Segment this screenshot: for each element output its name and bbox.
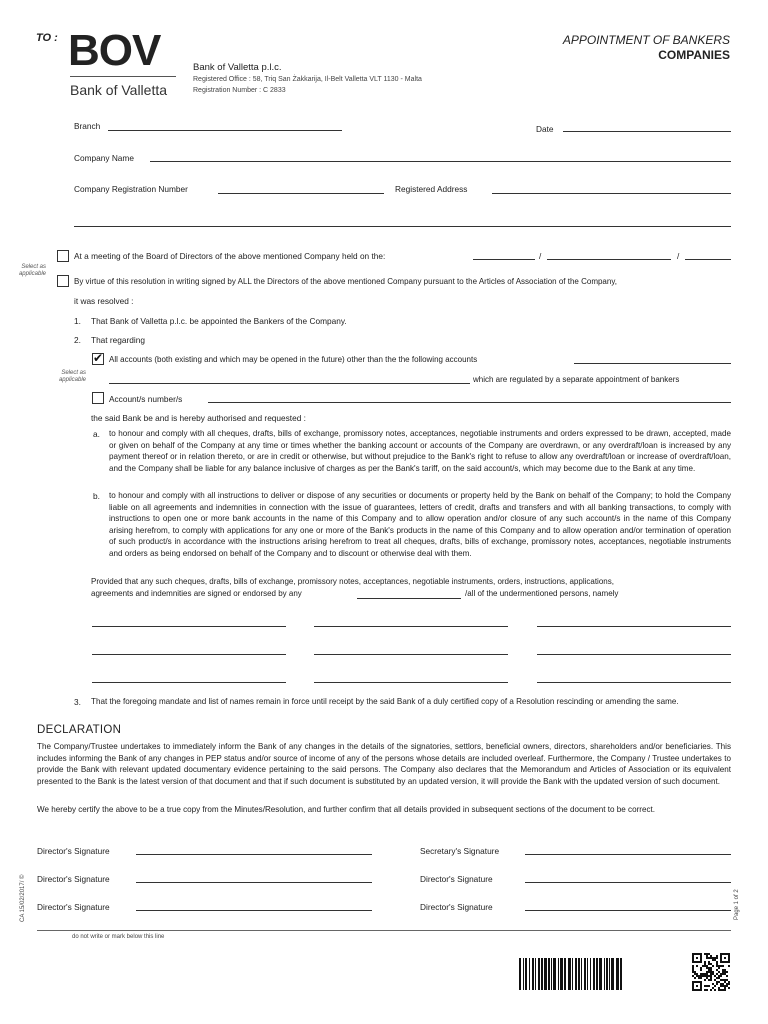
director-signature-label-1: Director's Signature: [37, 846, 110, 856]
all-accounts-text: All accounts (both existing and which may be opened in the future) other than the the following accounts: [109, 355, 478, 364]
meeting-day-field[interactable]: [473, 259, 535, 260]
declaration-paragraph-2: We hereby certify the above to be a true copy from the Minutes/Resolution, and further confirm that all details provided in subsequent sections of the document to be correct.: [37, 805, 656, 814]
select-applicable-note-2: Select as applicable: [58, 370, 86, 383]
company-name-field[interactable]: [150, 161, 731, 162]
registered-address-field-2[interactable]: [74, 226, 731, 227]
item-1-number: 1.: [74, 316, 81, 326]
regulated-text: which are regulated by a separate appointment of bankers: [473, 375, 680, 384]
select-applicable-note: Select as applicable: [18, 264, 46, 277]
company-reg-number-label: Company Registration Number: [74, 184, 188, 194]
signatory-name-field-3[interactable]: [537, 626, 731, 627]
form-code: CA 15/02/2017/ ©: [20, 874, 26, 922]
meeting-month-field[interactable]: [547, 259, 671, 260]
account-numbers-label: Account/s number/s: [109, 394, 183, 404]
director-signature-label-2: Director's Signature: [37, 874, 110, 884]
date-field[interactable]: [563, 131, 731, 132]
signatory-count-field[interactable]: [357, 598, 461, 599]
date-slash-1: /: [539, 251, 542, 261]
logo-divider: [70, 76, 176, 77]
page-number: Page 1 of 2: [734, 889, 740, 920]
clause-a-text: to honour and comply with all cheques, drafts, bills of exchange, promissory notes, acceptances, negotiable instruments and orders expressed to be drawn, accepted, made or given on behalf of the Company at any time or times whether the banking account or accounts of the Company are overdrawn, or any overdraft/loan is increased by any payment thereof or in relation thereto, or are in credit or otherwise, but without prejudice to the Bank's right to refuse to allow any overdraft/loan or increase of overdraft/loan, and the Company shall be liable for any balance inclusive of charges as per the Bank's tariff, on the said account/s, which may become due to the Bank at any time.: [109, 429, 731, 473]
excluded-accounts-field-2[interactable]: [109, 383, 470, 384]
registered-office: Registered Office : 58, Triq San Żakkarija, Il-Belt Valletta VLT 1130 - Malta: [193, 76, 422, 83]
item-2-text: That regarding: [91, 335, 145, 345]
registered-address-label: Registered Address: [395, 184, 468, 194]
secretary-signature-label: Secretary's Signature: [420, 846, 500, 856]
signatory-name-field-9[interactable]: [537, 682, 731, 683]
form-subtitle: COMPANIES: [658, 48, 730, 62]
director-signature-field-5[interactable]: [525, 910, 731, 911]
declaration-paragraph-1: The Company/Trustee undertakes to immediately inform the Bank of any changes in the details of the signatories, settlors, beneficial owners, directors, shareholders and/or beneficiaries. This includes informing the Bank of any changes in PEP status and/or source of income of any of the persons whose details are included overleaf. Furthermore, the Company / Trustee undertakes to provide the Bank with relevant updated documentary evidence pertaining to the said persons. The Company also declares that the Memorandum and Articles of Association or its equivalent presented to the Bank is the latest version of that document and that if such document is substituted by an updated version, it will provide the Bank with the updated version of such document.: [37, 742, 731, 786]
director-signature-field-3[interactable]: [525, 882, 731, 883]
director-signature-field-2[interactable]: [136, 882, 372, 883]
date-label: Date: [536, 124, 554, 134]
bov-logo: BOV: [68, 26, 161, 75]
signatory-name-field-5[interactable]: [314, 654, 508, 655]
date-slash-2: /: [677, 251, 680, 261]
item-3-number: 3.: [74, 697, 81, 707]
account-numbers-checkbox[interactable]: [92, 392, 104, 404]
branch-label: Branch: [74, 121, 101, 131]
branch-field[interactable]: [108, 130, 342, 131]
provided-text-2b: /all of the undermentioned persons, namely: [465, 589, 619, 598]
director-signature-label-3: Director's Signature: [420, 874, 493, 884]
director-signature-label-5: Director's Signature: [420, 902, 493, 912]
all-accounts-checkbox[interactable]: [92, 353, 104, 365]
provided-text-2a: agreements and indemnities are signed or endorsed by any: [91, 589, 302, 598]
authorised-text: the said Bank be and is hereby authorised and requested :: [91, 413, 306, 423]
secretary-signature-field[interactable]: [525, 854, 731, 855]
excluded-accounts-field[interactable]: [574, 363, 731, 364]
item-3-text: That the foregoing mandate and list of names remain in force until receipt by the said Bank of a duly certified copy of a Resolution rescinding or amending the same.: [91, 697, 679, 706]
provided-text-1: Provided that any such cheques, drafts, bills of exchange, promissory notes, acceptances, negotiable instruments, orders, instructions, applications,: [91, 577, 614, 586]
signatory-name-field-4[interactable]: [92, 654, 286, 655]
company-name-label: Company Name: [74, 153, 134, 163]
account-numbers-field[interactable]: [208, 402, 731, 403]
written-resolution-text: By virtue of this resolution in writing signed by ALL the Directors of the above mentioned Company pursuant to the Articles of Association of the Company,: [74, 277, 617, 286]
written-resolution-checkbox[interactable]: [57, 275, 69, 287]
clause-b-text: to honour and comply with all instructions to deliver or dispose of any securities or documents or property held by the Bank on behalf of the Company; to hold the Company liable on all agreements and indemnities in connection with the issue of guarantees, letters of credit, drafts and transfers and with all banking transactions, to comply with instructions to open one or more bank accounts in the name of this Company and to allow operation and/or closure of any such account/s in the name of this Company arising herefrom, to comply with applications for any one or more of the Bank's products in the name of this Company and to allow operation and/or termination of operation of such product/s in accordance with the instructions arising herefrom to treat all cheques, drafts, bills of exchange, promissory notes, acceptances, negotiable instruments and orders as being endorsed on behalf of the Company and to discount or otherwise deal with them.: [109, 491, 731, 558]
signatory-name-field-7[interactable]: [92, 682, 286, 683]
meeting-checkbox[interactable]: [57, 250, 69, 262]
qr-code-icon: [692, 953, 730, 991]
bank-name: Bank of Valletta p.l.c.: [193, 62, 282, 73]
signatory-name-field-2[interactable]: [314, 626, 508, 627]
item-1-text: That Bank of Valletta p.l.c. be appointed the Bankers of the Company.: [91, 316, 347, 326]
signatory-name-field-8[interactable]: [314, 682, 508, 683]
meeting-year-field[interactable]: [685, 259, 731, 260]
item-2-number: 2.: [74, 335, 81, 345]
registered-address-field[interactable]: [492, 193, 731, 194]
company-reg-number-field[interactable]: [218, 193, 384, 194]
clause-b-label: b.: [93, 491, 100, 501]
bov-logo-subtitle: Bank of Valletta: [70, 82, 168, 98]
signatory-name-field-1[interactable]: [92, 626, 286, 627]
form-title: APPOINTMENT OF BANKERS: [562, 33, 730, 47]
to-label: TO :: [36, 32, 58, 44]
registration-number: Registration Number : C 2833: [193, 87, 286, 94]
director-signature-label-4: Director's Signature: [37, 902, 110, 912]
do-not-write-note: do not write or mark below this line: [72, 934, 165, 940]
barcode-icon: [519, 958, 623, 990]
declaration-title: DECLARATION: [37, 724, 122, 736]
director-signature-field-4[interactable]: [136, 910, 372, 911]
meeting-option-text: At a meeting of the Board of Directors of the above mentioned Company held on the:: [74, 251, 386, 261]
signatory-name-field-6[interactable]: [537, 654, 731, 655]
do-not-write-divider: [37, 930, 731, 931]
resolved-text: it was resolved :: [74, 296, 134, 306]
director-signature-field-1[interactable]: [136, 854, 372, 855]
clause-a-label: a.: [93, 429, 100, 439]
